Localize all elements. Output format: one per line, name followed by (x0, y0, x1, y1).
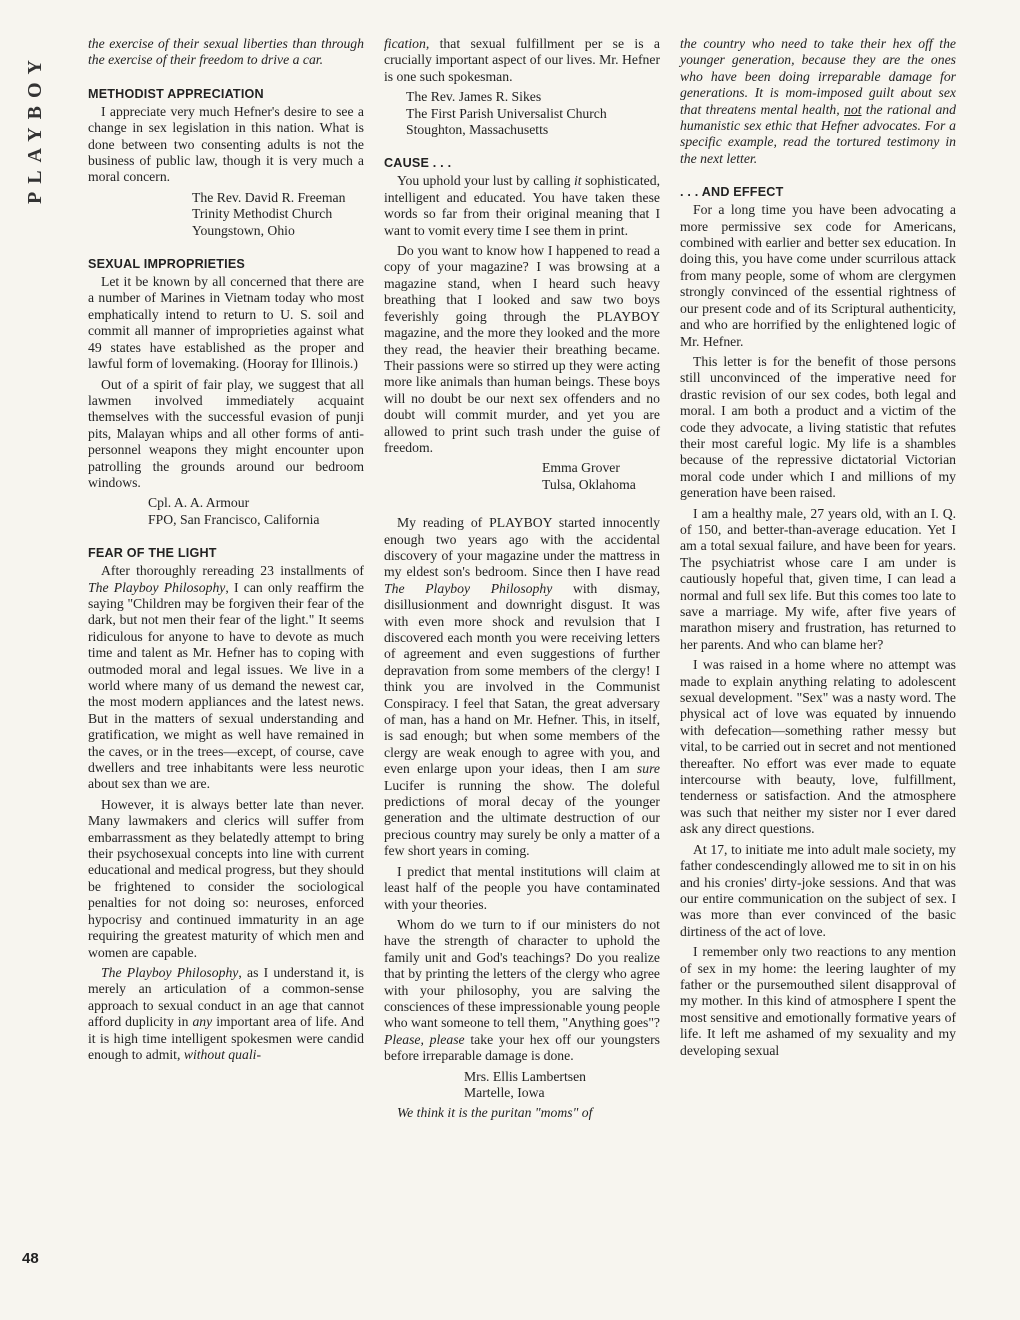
letter-paragraph: At 17, to initiate me into adult male society, my father condescendingly allowed me to sit in on his and his cronies' dirty-joke sessions. And that was our entire communication on the subject of sex. I was more than ever convinced of the basic dirtiness of the act of love. (680, 841, 956, 939)
letter-heading: CAUSE . . . (384, 156, 452, 171)
letter-paragraph: You uphold your lust by calling it sophisticated, intelligent and educated. You have taken these words so far from their original meaning that I want to vomit every time I see them in print. (384, 173, 660, 238)
letter-paragraph: I am a healthy male, 27 years old, with an I. Q. of 150, and better-than-average education. Yet I am a total sexual failure, and have been for years. The psychiatrist whose care I am under is cautiously hopeful that, given time, I can lead a normal and full sex life. But this comes too late to save a marriage. My wife, after five years of marathon misery and frustration, has returned to her parents. And who can blame her? (680, 505, 956, 652)
letter-signature: Cpl. A. A. Armour FPO, San Francisco, California (148, 495, 320, 527)
letter-paragraph: Out of a spirit of fair play, we suggest that all lawmen involved immediately acquaint themselves with the successful evasion of punji pits, Malayan whips and all other forms of anti-personnel weapons they might encounter upon patrolling the grounds around our bedroom windows. (88, 376, 364, 490)
editor-reply: We think it is the puritan "moms" of (397, 1105, 593, 1121)
letter-paragraph: After thoroughly rereading 23 installments of The Playboy Philosophy, I can only reaffirm the saying "Children may be forgiven their fear of the dark, but not men their fear of the light." It seems ridiculous for anyone to have to devote as much time and talent as Mr. Hefner has to coping with outmoded moral and legal issues. We live in a world where many of us demand the newest car, the most modern appliances and the latest news. But in the matters of sexual understanding and gratification, we might as well have remained in the caves, or in the trees—except, of course, cave dwellers and tree inhabitants were less neurotic about sex than we are. (88, 563, 364, 792)
letter-paragraph: However, it is always better late than never. Many lawmakers and clerics will suffer from embarrassment as they belatedly attempt to bring their psychosexual concepts into line with current educational and medical progress, but they should be frightened to consider the sociological penalties for not doing so: neuroses, enforced hypocrisy and continued immaturity in an age requiring the greatest maturity of which men and women are capable. (88, 796, 364, 960)
letter-paragraph: fication, that sexual fulfillment per se is a crucially important aspect of our lives. Mr. Hefner is one such spokesman. (384, 36, 660, 84)
letter-paragraph: Let it be known by all concerned that there are a number of Marines in Vietnam today who most emphatically intend to return to U. S. soil and commit all manner of improprieties against what 49 states have established as the proper and lawful form of lovemaking. (Hooray for Illinois.) (88, 274, 364, 372)
letter-paragraph: Whom do we turn to if our ministers do not have the strength of character to uphold the family unit and God's teachings? Do you realize that by printing the letters of the clergy who agree with your philosophy, you are salving the consciences of these impressionable young people who want someone to tell them, "Anything goes"? Please, please take your hex off our youngsters before irreparable damage is done. (384, 916, 660, 1064)
column-1 (88, 36, 364, 1067)
column-3 (680, 36, 956, 1063)
letter-paragraph: Do you want to know how I happened to read a copy of your magazine? I was browsing at a magazine stand, when I heard such heavy breathing that I looked and saw two boys feverishly going through the PLAYBOY magazine, and the more they looked and the more they read, the heavier their breathing became. Their passions were so stirred up they were acting more like animals than human beings. These boys will no doubt be our next sex offenders and no doubt will commit murder, and yet you are allowed to print such trash under the guise of freedom. (384, 243, 660, 455)
letter-paragraph: My reading of PLAYBOY started innocently enough two years ago with the accidental discovery of your magazine under the mattress in my eldest son's bedroom. Since then I have read The Playboy Philosophy with dismay, disillusionment and downright disgust. It was with even more shock and revulsion that I discovered each month you were receiving letters of agreement and even suggestions of further depravation from some members of the clergy! I think you are involved in the Communist Conspiracy. I feel that Satan, the great adversary of man, has a hand on Mr. Hefner. This, in itself, is sad enough; but when some members of the clergy are weak enough to agree with you, and even enlarge upon your ideas, then I am sure Lucifer is running the show. The doleful predictions of moral decay of the younger generation and the ultimate destruction of our precious country may surely be only a matter of a few short years in coming. (384, 515, 660, 859)
letter-signature: The Rev. David R. Freeman Trinity Methodist Church Youngstown, Ohio (192, 189, 346, 238)
letter-heading: METHODIST APPRECIATION (88, 86, 264, 101)
letter-signature: Emma Grover Tulsa, Oklahoma (542, 460, 636, 492)
letter-heading: SEXUAL IMPROPRIETIES (88, 257, 246, 272)
letter-paragraph: I remember only two reactions to any mention of sex in my home: the leering laughter of my father or the pursemouthed silent disapproval of my mother. In this kind of atmosphere I spent the most sensitive and emotionally formative years of life. It left me ashamed of my sexuality and my developing sexual (680, 944, 956, 1058)
page-number: 48 (22, 1250, 39, 1267)
column-2 (384, 36, 660, 1126)
editor-reply: the country who need to take their hex off the younger generation, because they are the ones who have been doing irreparable damage for generations. It is mom-imposed guilt about sex that threatens mental health, not the rational and humanistic sex ethic that Hefner advocates. For a specific example, read the tortured testimony in the next letter. (680, 36, 956, 166)
letter-continuation: the exercise of their sexual liberties than through the exercise of their freedom to drive a car. (88, 36, 364, 68)
letter-signature: Mrs. Ellis Lambertsen Martelle, Iowa (464, 1068, 587, 1100)
letter-signature: The Rev. James R. Sikes The First Parish Universalist Church Stoughton, Massachusetts (406, 89, 607, 138)
magazine-sidebar-logo: PLAYBOY (24, 52, 46, 204)
letter-paragraph: I was raised in a home where no attempt was made to explain anything relating to adolescent sexual development. "Sex" was a nasty word. The physical act of love was equated by innuendo with defecation—something rather messy but vital, to be carried out in secret and not mentioned thereafter. No effort was ever made to equate intercourse with beauty, love, fulfillment, tenderness or satisfaction. And the atmosphere was such that neither my sister nor I ever dared ask any direct questions. (680, 657, 956, 837)
letter-paragraph: The Playboy Philosophy, as I understand it, is merely an articulation of a common-sense approach to sexual conduct in an age that cannot afford duplicity in any important area of life. And it is high time intelligent spokesmen were candid enough to admit, without quali- (88, 964, 365, 1062)
letter-paragraph: I appreciate very much Hefner's desire to see a change in sex legislation in this nation. What is done between two consenting adults is not the business of public law, though it is very much a moral concern. (88, 103, 364, 185)
letter-heading: FEAR OF THE LIGHT (88, 546, 217, 561)
letter-paragraph: I predict that mental institutions will claim at least half of the people you have contaminated with your theories. (384, 863, 660, 912)
letter-heading: . . . AND EFFECT (680, 185, 784, 200)
letter-paragraph: For a long time you have been advocating a more permissive sex code for Americans, combined with earlier and better sex education. In doing this, you have come under scurrilous attack from many people, some of whom are clergymen strongly convinced of the essential rightness of our present code and of its Scriptural authenticity, and who are horrified by the enlightened logic of Mr. Hefner. (680, 202, 956, 349)
letter-paragraph: This letter is for the benefit of those persons still unconvinced of the imperative need for drastic revision of our sex codes, both legal and moral. I am both a product and a victim of the code they advocate, a living statistic that refutes their most careful logic. My life is a shambles because of the repressive dictatorial Victorian moral code under which I and millions of my generation have been raised. (680, 353, 956, 501)
